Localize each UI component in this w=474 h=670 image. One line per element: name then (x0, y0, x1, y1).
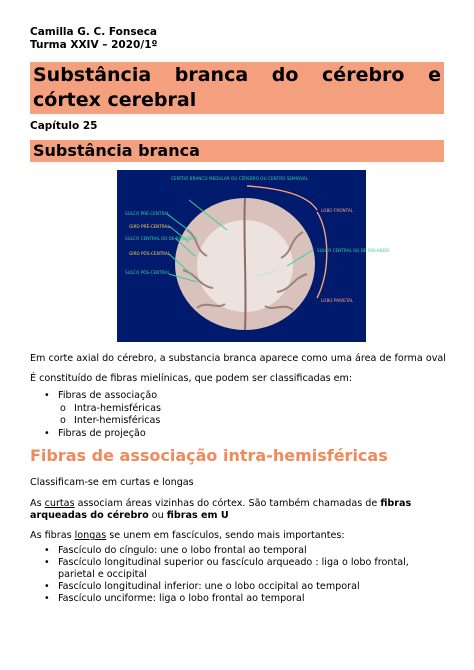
list-item (44, 415, 161, 428)
list-item-text: Inter-hemisféricas (74, 415, 161, 426)
title-word: e (428, 64, 441, 86)
paragraph-1: Em corte axial do cérebro, a substancia branca aparece como uma área de forma oval (30, 353, 446, 364)
title-word: cérebro (322, 64, 405, 86)
label-center: CENTRO BRANCO MEDULAR OU CÉREBRO OU CENTRO SEMIOVAL (171, 176, 308, 181)
paragraph-4: As curtas associam áreas vizinhas do córtex. São também chamadas de fibras arqueadas do cérebro ou fibras em U (30, 498, 412, 521)
paragraph-5: As fibras longas se unem em fascículos, sendo mais importantes: (30, 530, 345, 541)
label-sulco-precentral: SULCO PRÉ-CENTRAL (125, 211, 170, 216)
list-item (44, 390, 161, 403)
title-word: Substância (33, 64, 152, 86)
label-sulco-poscentral: SULCO PÓS-CENTRAL (125, 270, 170, 275)
label-sulco-central-left: SULCO CENTRAL OU DE ROLANDO (125, 236, 198, 241)
section-title-substancia-branca: Substância branca (30, 140, 444, 162)
list-item-text: Fibras de projeção (58, 427, 146, 439)
sub-bullet-icon: o (60, 402, 66, 414)
list-item (44, 593, 444, 605)
title-word: do (271, 64, 299, 86)
sub-bullet-icon: o (60, 415, 66, 426)
brain-axial-figure (117, 170, 390, 342)
section-title-intra-hemisfericas: Fibras de associação intra-hemisféricas (30, 446, 388, 465)
bullet-icon: • (44, 557, 50, 568)
label-lobo-parietal: LOBO PARIETAL (321, 298, 354, 303)
list-item-text: Intra-hemisféricas (74, 402, 161, 414)
bullet-icon: • (44, 390, 50, 401)
paragraph-2: É constituído de fibras mielínicas, que podem ser classificadas em: (30, 373, 353, 384)
author-class: Turma XXIV – 2020/1º (30, 39, 158, 51)
bullet-icon: • (44, 593, 50, 604)
label-giro-precentral: GIRO PRÉ-CENTRAL (129, 224, 170, 229)
title-word: branca (174, 64, 249, 86)
author-name: Camilla G. C. Fonseca (30, 26, 157, 38)
list-item (44, 557, 444, 581)
list-item (44, 545, 444, 557)
label-giro-poscentral: GIRO PÓS-CENTRAL (129, 251, 171, 256)
label-lobo-frontal: LOBO FRONTAL (321, 208, 354, 213)
list-item-text: Fascículo unciforme: liga o lobo frontal ao temporal (58, 593, 305, 604)
bullet-icon: • (44, 427, 50, 439)
bullet-icon: • (44, 581, 50, 592)
paragraph-3: Classificam-se em curtas e longas (30, 477, 194, 488)
list-item-text: Fascículo longitudinal superior ou fascículo arqueado : liga o lobo frontal, parietal e occipital (58, 557, 409, 580)
longitudinal-fissure (244, 198, 245, 330)
main-title-line1 (33, 63, 441, 88)
fiber-classification-list (44, 390, 161, 440)
main-title-line2: córtex cerebral (33, 89, 197, 111)
list-item-text: Fibras de associação (58, 390, 158, 401)
list-item (44, 581, 444, 593)
author-block (30, 26, 157, 52)
bullet-icon: • (44, 545, 50, 556)
list-item (44, 403, 161, 416)
list-item-text: Fascículo longitudinal inferior: une o lobo occipital ao temporal (58, 581, 360, 592)
main-title (30, 62, 444, 114)
label-sulco-central-right: SULCO CENTRAL OU DE ROLANDO (317, 248, 390, 253)
fasciculus-list (44, 545, 444, 605)
list-item-text: Fascículo do cíngulo: une o lobo frontal ao temporal (58, 545, 307, 556)
list-item (44, 428, 161, 441)
chapter-label: Capítulo 25 (30, 120, 98, 132)
